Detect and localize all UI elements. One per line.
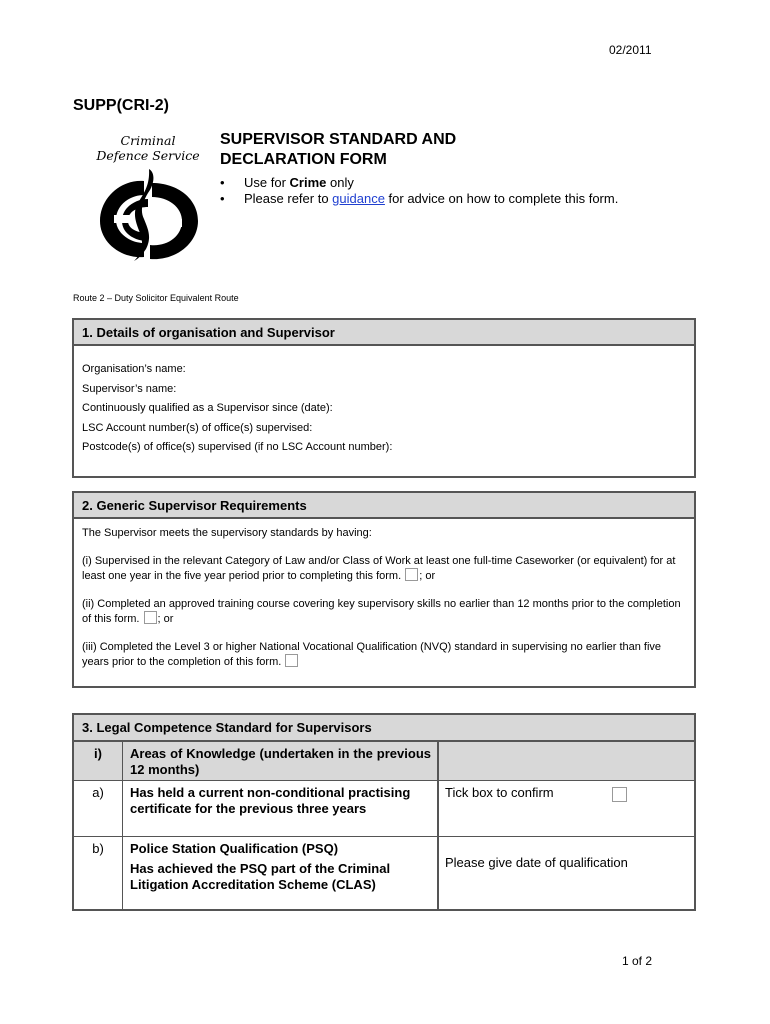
row-number: a) [74,781,123,837]
row-action [438,781,694,837]
row-label-title: Police Station Qualification (PSQ) [130,841,339,856]
tick-box-label: Tick box to confirm [445,785,554,800]
form-code: SUPP(CRI-2) [73,97,170,114]
note-text: for advice on how to complete this form. [384,191,619,206]
option-text: (ii) Completed an approved training course covering key supervisory skills no earlier than 12 months prior to the completion of this form. [82,598,681,625]
qualified-since-field[interactable]: Continuously qualified as a Supervisor since (date): [82,402,333,414]
section-details [72,318,696,478]
note-text: Use for [244,175,290,190]
account-number-field[interactable]: LSC Account number(s) of office(s) supervised: [82,421,313,434]
option-suffix: ; or [419,570,436,582]
title-line2: DECLARATION FORM [220,151,387,168]
postcode-field[interactable]: Postcode(s) of office(s) supervised (if no LSC Account number): [82,441,393,453]
qualification-date-label: Please give date of qualification [445,855,628,870]
requirements-intro: The Supervisor meets the supervisory standards by having: [82,527,372,539]
supervisor-name-field[interactable]: Supervisor’s name: [82,382,177,395]
section-heading: 1. Details of organisation and Supervisor [74,320,694,346]
organisation-name-field[interactable]: Organisation’s name: [82,363,186,375]
table-row [74,781,694,837]
row-label [123,837,439,911]
section-heading: 3. Legal Competence Standard for Supervisors [74,715,694,741]
section-generic-requirements [72,491,696,688]
table-row [74,837,694,911]
row-number: b) [74,837,123,911]
form-date: 02/2011 [609,43,652,57]
competence-table [74,741,694,911]
usage-note-crime [220,175,618,191]
note-bold: Crime [289,175,327,190]
option-text: (iii) Completed the Level 3 or higher National Vocational Qualification (NVQ) standard in supervising no earlier than five years prior to the completion of this form. [82,641,662,668]
route-label: Route 2 – Duty Solicitor Equivalent Route [73,293,239,303]
title-line1: SUPERVISOR STANDARD AND [220,131,457,148]
confirm-checkbox[interactable] [612,787,627,802]
usage-notes [220,175,618,207]
section-legal-competence [72,713,696,911]
option-suffix: ; or [157,613,174,625]
details-fields [74,346,694,458]
note-text: only [326,175,354,190]
form-title [220,130,456,170]
row-label: Has held a current non-conditional practising certificate for the previous three years [123,781,439,837]
requirement-option-3 [82,640,686,669]
cds-emblem-icon [92,163,204,263]
qualification-date-field[interactable] [438,837,694,911]
cds-logo [92,133,204,265]
logo-text-line2: Defence Service [96,148,200,163]
logo-text-line1: Criminal [120,133,176,148]
option-3-checkbox[interactable] [285,654,298,667]
page-number: 1 of 2 [622,954,653,968]
option-text: (i) Supervised in the relevant Category of Law and/or Class of Work at least one full-time Caseworker (or equivalent) for at least one year in the five year period prior to completing this form. [82,555,676,582]
row-number: i) [74,742,123,781]
table-header-row [74,742,694,781]
requirement-option-1 [82,554,686,583]
guidance-link[interactable]: guidance [332,191,385,206]
row-label-detail: Has achieved the PSQ part of the Criminal Litigation Accreditation Scheme (CLAS) [130,861,391,892]
option-2-checkbox[interactable] [144,611,157,624]
column-header: Areas of Knowledge (undertaken in the previous 12 months) [123,742,439,781]
usage-note-guidance [220,191,618,207]
requirements-body [74,519,694,669]
section-heading: 2. Generic Supervisor Requirements [74,493,694,519]
requirement-option-2 [82,597,686,626]
note-text: Please refer to [244,191,333,206]
column-header-empty [438,742,694,781]
option-1-checkbox[interactable] [405,568,418,581]
